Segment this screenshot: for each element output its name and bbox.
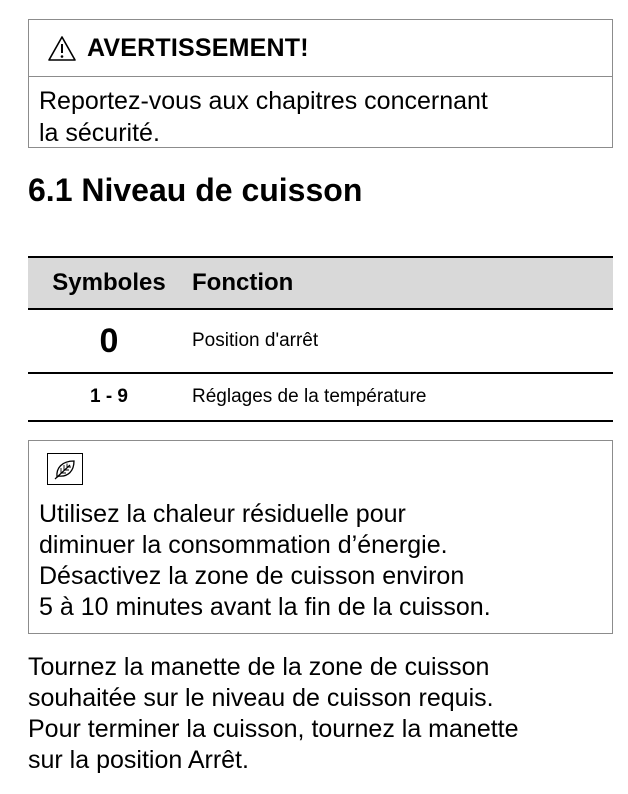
- tip-line: diminuer la consommation d’énergie.: [39, 531, 448, 559]
- function-cell: Réglages de la température: [192, 386, 427, 407]
- section-title: 6.1 Niveau de cuisson: [28, 172, 363, 208]
- warning-title: AVERTISSEMENT!: [87, 33, 309, 62]
- body-line: Tournez la manette de la zone de cuisson: [28, 653, 490, 681]
- tip-line: Désactivez la zone de cuisson environ: [39, 562, 465, 590]
- tip-text: [39, 499, 491, 623]
- warning-box: [28, 19, 613, 148]
- table-row: [28, 374, 613, 422]
- tip-line: Utilisez la chaleur résiduelle pour: [39, 500, 406, 528]
- function-cell: Position d'arrêt: [192, 330, 319, 351]
- header-function: Fonction: [192, 269, 294, 296]
- environment-tip-box: [28, 440, 613, 634]
- warning-line: la sécurité.: [39, 119, 160, 147]
- table-header: [28, 256, 613, 310]
- warning-text: [29, 77, 612, 149]
- symbol-cell: 1 - 9: [89, 386, 129, 407]
- warning-header: [29, 20, 612, 77]
- table-row: [28, 310, 613, 374]
- warning-triangle-icon: [47, 35, 77, 62]
- header-symbols: Symboles: [52, 269, 166, 296]
- leaf-icon: [47, 453, 83, 485]
- body-line: sur la position Arrêt.: [28, 746, 249, 774]
- symbols-table: [28, 256, 613, 422]
- body-line: souhaitée sur le niveau de cuisson requis.: [28, 684, 494, 712]
- tip-line: 5 à 10 minutes avant la fin de la cuisson.: [39, 593, 491, 621]
- symbol-cell: 0: [99, 321, 119, 360]
- instruction-paragraph: [28, 652, 618, 776]
- warning-line: Reportez-vous aux chapitres concernant: [39, 87, 488, 115]
- body-line: Pour terminer la cuisson, tournez la manette: [28, 715, 519, 743]
